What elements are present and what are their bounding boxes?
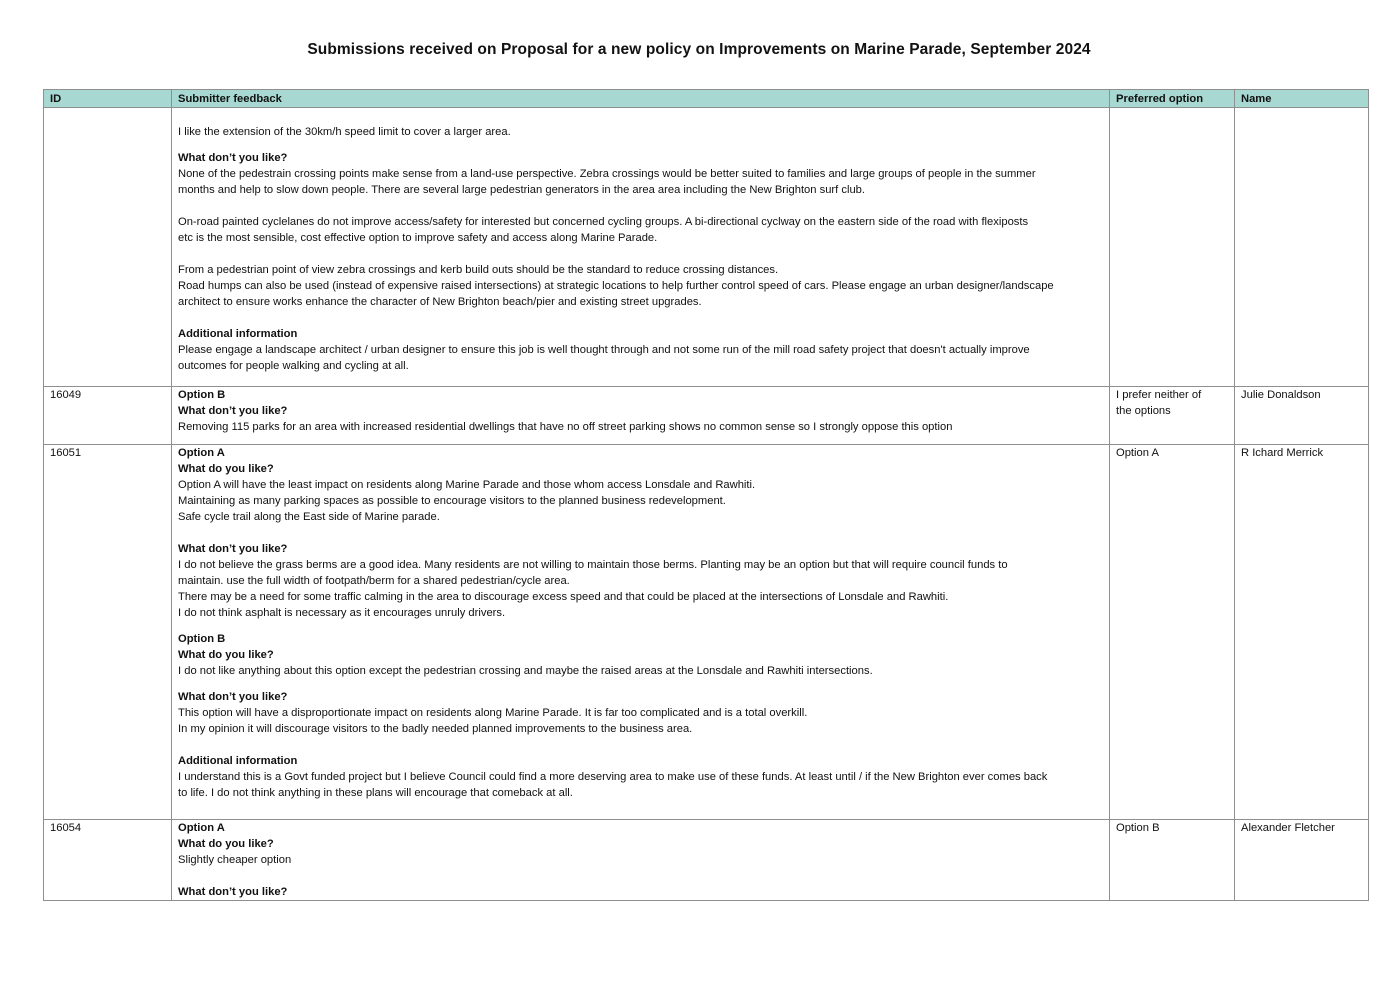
feedback-text: I like the extension of the 30km/h speed limit to cover a larger area. <box>178 126 511 138</box>
question-heading: What do you like? <box>178 463 274 475</box>
preferred-option <box>1110 108 1235 387</box>
option-heading: Option B <box>178 633 226 645</box>
preferred-option-text: the options <box>1116 405 1171 417</box>
preferred-option <box>1110 387 1235 445</box>
table-row <box>44 445 1369 820</box>
submitter-name <box>1235 108 1369 387</box>
feedback-text: outcomes for people walking and cycling at all. <box>178 360 409 372</box>
feedback-text: This option will have a disproportionate impact on residents along Marine Parade. It is far too complicated and is a total overkill. <box>178 707 808 719</box>
feedback-text: etc is the most sensible, cost effective option to improve safety and access along Marine Parade. <box>178 232 658 244</box>
spacer <box>178 246 1103 262</box>
question-heading: Additional information <box>178 328 298 340</box>
submission-id: 16051 <box>44 445 172 820</box>
feedback-text: Option A will have the least impact on residents along Marine Parade and those whom access Lonsdale and Rawhiti. <box>178 479 756 491</box>
feedback-text: Maintaining as many parking spaces as possible to encourage visitors to the planned business redevelopment. <box>178 495 726 507</box>
option-heading: Option A <box>178 822 225 834</box>
table-row <box>44 387 1369 445</box>
feedback-text: I do not believe the grass berms are a good idea. Many residents are not willing to maintain those berms. Planting may be an option but that will require council funds to <box>178 559 1008 571</box>
submitter-feedback <box>172 445 1110 820</box>
preferred-option-text: I prefer neither of <box>1116 389 1202 401</box>
feedback-text: There may be a need for some traffic calming in the area to discourage excess speed and that could be placed at the intersections of Lonsdale and Rawhiti. <box>178 591 949 603</box>
feedback-text: None of the pedestrain crossing points make sense from a land-use perspective. Zebra crossings would be better suited to families and large groups of people in the summer <box>178 168 1036 180</box>
spacer <box>178 108 1103 124</box>
spacer <box>178 679 1103 689</box>
submitter-feedback <box>172 108 1110 387</box>
spacer <box>178 310 1103 326</box>
feedback-text: months and help to slow down people. There are several large pedestrian generators in the area area including the New Brighton surf club. <box>178 184 865 196</box>
feedback-text: I do not think asphalt is necessary as it encourages unruly drivers. <box>178 607 506 619</box>
spacer <box>178 737 1103 753</box>
spacer <box>178 198 1103 214</box>
feedback-text: In my opinion it will discourage visitors to the badly needed planned improvements to the business area. <box>178 723 693 735</box>
submitter-name: Alexander Fletcher <box>1235 820 1369 901</box>
question-heading: What don’t you like? <box>178 152 288 164</box>
question-heading: What don’t you like? <box>178 691 288 703</box>
question-heading: What do you like? <box>178 649 274 661</box>
feedback-text: Please engage a landscape architect / urban designer to ensure this job is well thought through and not some run of the mill road safety project that doesn't actually improve <box>178 344 1030 356</box>
question-heading: What don’t you like? <box>178 405 288 417</box>
submitter-name: Julie Donaldson <box>1235 387 1369 445</box>
submitter-feedback <box>172 387 1110 445</box>
submissions-table <box>43 89 1369 901</box>
table-header-row <box>44 90 1369 108</box>
spacer <box>178 140 1103 150</box>
column-header-preferred-option: Preferred option <box>1110 90 1235 108</box>
spacer <box>178 868 1103 884</box>
feedback-text: architect to ensure works enhance the character of New Brighton beach/pier and existing street upgrades. <box>178 296 702 308</box>
column-header-id: ID <box>44 90 172 108</box>
question-heading: Additional information <box>178 755 298 767</box>
feedback-text: On-road painted cyclelanes do not improve access/safety for interested but concerned cycling groups. A bi-directional cyclway on the eastern side of the road with flexiposts <box>178 216 1029 228</box>
question-heading: What don’t you like? <box>178 543 288 555</box>
spacer <box>178 621 1103 631</box>
table-row <box>44 820 1369 901</box>
column-header-name: Name <box>1235 90 1369 108</box>
preferred-option: Option B <box>1110 820 1235 901</box>
feedback-text: Safe cycle trail along the East side of Marine parade. <box>178 511 440 523</box>
feedback-text: Removing 115 parks for an area with increased residential dwellings that have no off street parking shows no common sense so I strongly oppose this option <box>178 421 953 433</box>
submitter-feedback <box>172 820 1110 901</box>
question-heading: What do you like? <box>178 838 274 850</box>
option-heading: Option A <box>178 447 225 459</box>
feedback-text: maintain. use the full width of footpath/berm for a shared pedestrian/cycle area. <box>178 575 570 587</box>
submission-id <box>44 108 172 387</box>
option-heading: Option B <box>178 389 226 401</box>
spacer <box>178 525 1103 541</box>
submission-id: 16054 <box>44 820 172 901</box>
feedback-text: Road humps can also be used (instead of expensive raised intersections) at strategic locations to help further control speed of cars. Please engage an urban designer/landscape <box>178 280 1054 292</box>
submitter-name: R Ichard Merrick <box>1235 445 1369 820</box>
feedback-text: I do not like anything about this option except the pedestrian crossing and maybe the raised areas at the Lonsdale and Rawhiti intersections. <box>178 665 873 677</box>
feedback-text: I understand this is a Govt funded project but I believe Council could find a more deserving area to make use of these funds. At least until / if the New Brighton ever comes back <box>178 771 1048 783</box>
preferred-option: Option A <box>1110 445 1235 820</box>
column-header-feedback: Submitter feedback <box>172 90 1110 108</box>
table-row <box>44 108 1369 387</box>
question-heading: What don’t you like? <box>178 886 288 898</box>
feedback-text: From a pedestrian point of view zebra crossings and kerb build outs should be the standard to reduce crossing distances. <box>178 264 779 276</box>
feedback-text: to life. I do not think anything in these plans will encourage that comeback at all. <box>178 787 573 799</box>
feedback-text: Slightly cheaper option <box>178 854 292 866</box>
submission-id: 16049 <box>44 387 172 445</box>
document-title: Submissions received on Proposal for a new policy on Improvements on Marine Parade, September 2024 <box>307 41 1091 58</box>
